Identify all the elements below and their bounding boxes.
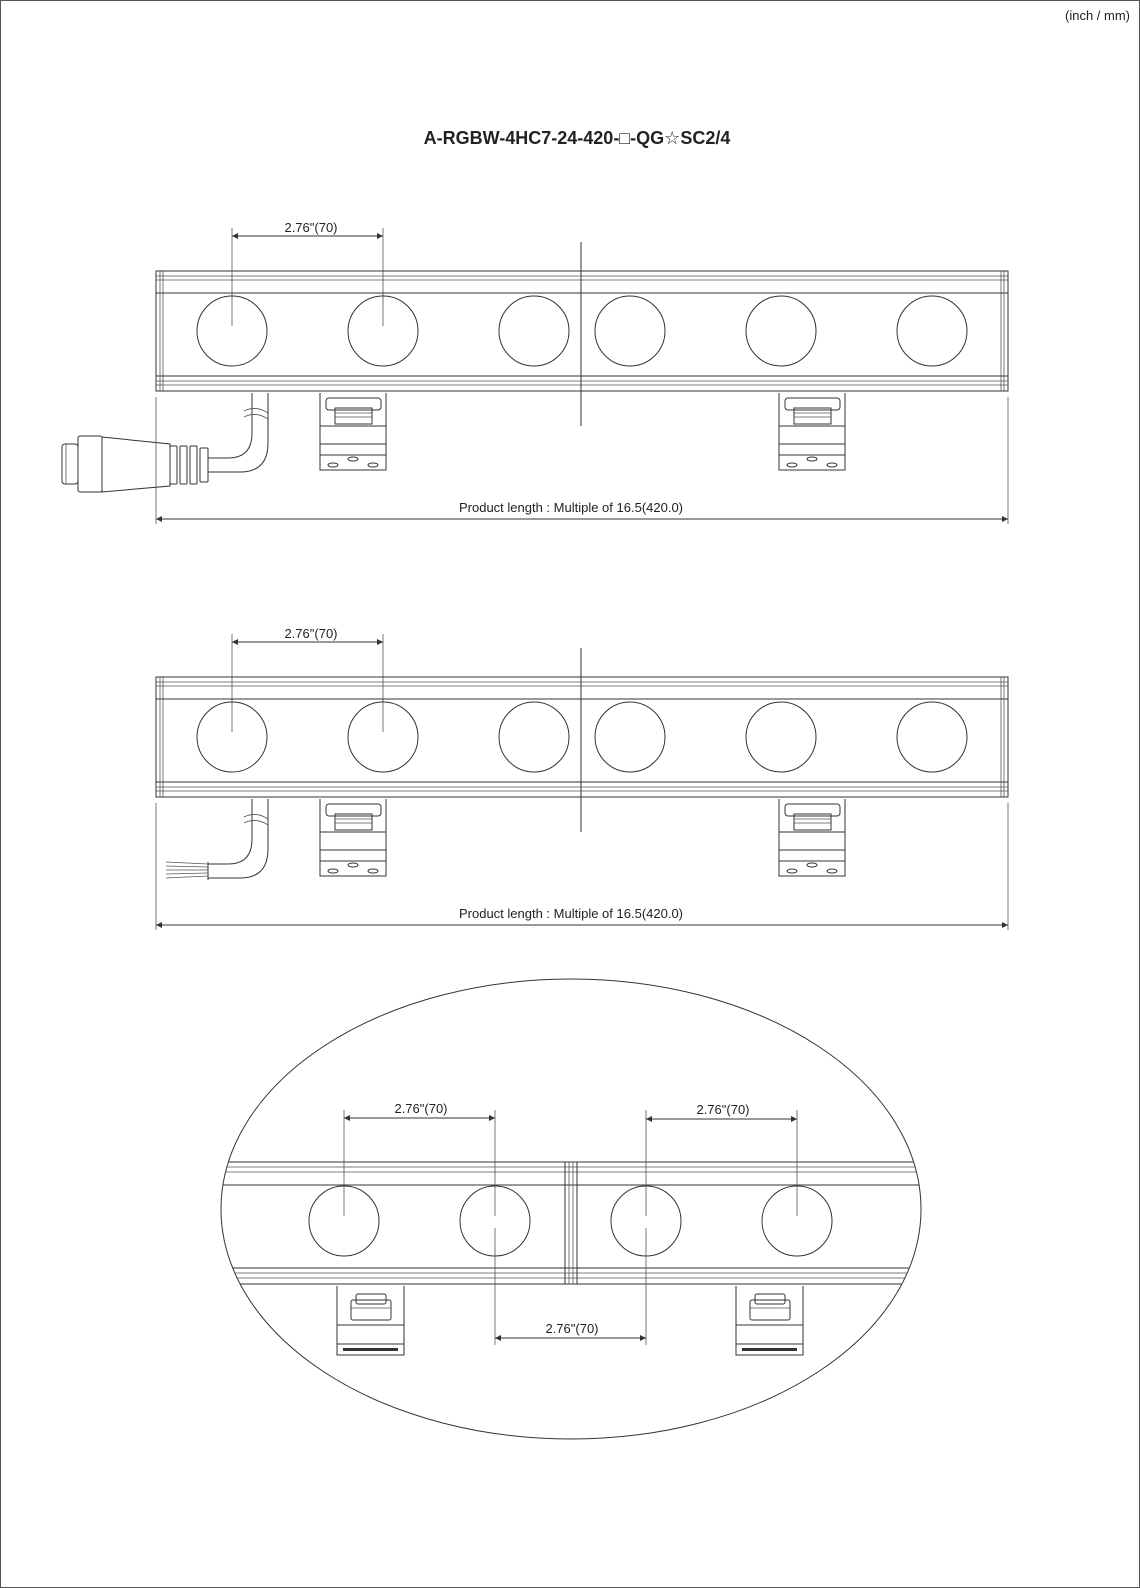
cable-bare-wires [166, 799, 268, 880]
pitch-dimension-label: 2.76"(70) [284, 220, 338, 235]
mounting-bracket [779, 393, 845, 470]
page-border [1, 1, 1140, 1588]
joint-pitch-label: 2.76"(70) [545, 1321, 599, 1336]
cable-connector [62, 393, 268, 492]
led-lens [499, 702, 569, 772]
mounting-bracket [779, 799, 845, 876]
led-lens [746, 702, 816, 772]
left-pitch-label: 2.76"(70) [394, 1101, 448, 1116]
middle-view [156, 626, 1008, 930]
mounting-bracket [320, 393, 386, 470]
light-bar-housing [156, 677, 1008, 797]
mounting-bracket [736, 1286, 803, 1355]
product-length-label: Product length : Multiple of 16.5(420.0) [458, 906, 684, 921]
right-pitch-label: 2.76"(70) [696, 1102, 750, 1117]
mounting-bracket [320, 799, 386, 876]
product-length-label: Product length : Multiple of 16.5(420.0) [458, 500, 684, 515]
led-lens [897, 296, 967, 366]
pitch-dimension-label: 2.76"(70) [284, 626, 338, 641]
led-lens [595, 702, 665, 772]
led-lens [595, 296, 665, 366]
model-title: A-RGBW-4HC7-24-420-□-QG☆SC2/4 [423, 128, 731, 148]
top-view [62, 220, 1008, 524]
led-lens [746, 296, 816, 366]
led-lens [897, 702, 967, 772]
detail-view [200, 979, 940, 1439]
units-label: (inch / mm) [1065, 8, 1130, 23]
led-lens [499, 296, 569, 366]
mounting-bracket [337, 1286, 404, 1355]
bar-joint [565, 1162, 577, 1284]
light-bar-housing [156, 271, 1008, 391]
